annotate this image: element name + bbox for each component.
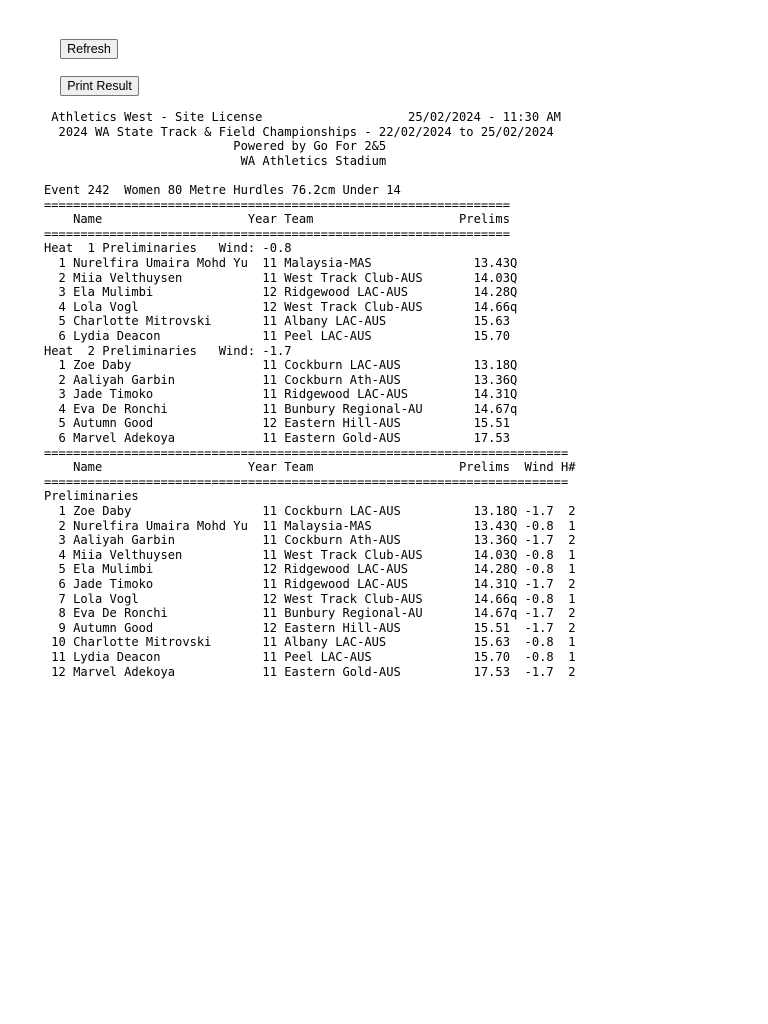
results-line: 9 Autumn Good 12 Eastern Hill-AUS 15.51 -1.7 2: [44, 620, 576, 635]
results-line: WA Athletics Stadium: [44, 153, 387, 168]
results-line: 5 Ela Mulimbi 12 Ridgewood LAC-AUS 14.28Q -0.8 1: [44, 562, 576, 577]
results-line: 3 Ela Mulimbi 12 Ridgewood LAC-AUS 14.28Q: [44, 285, 518, 300]
results-line: 11 Lydia Deacon 11 Peel LAC-AUS 15.70 -0.8 1: [44, 649, 576, 664]
results-line: ================================================================: [44, 226, 510, 241]
results-line: Name Year Team Prelims: [44, 212, 510, 227]
results-line: 4 Miia Velthuysen 11 West Track Club-AUS 14.03Q -0.8 1: [44, 547, 576, 562]
results-line: 7 Lola Vogl 12 West Track Club-AUS 14.66q -0.8 1: [44, 591, 576, 606]
results-line: ========================================================================: [44, 474, 569, 489]
results-line: 2024 WA State Track & Field Championships - 22/02/2024 to 25/02/2024: [44, 124, 554, 139]
results-line: Event 242 Women 80 Metre Hurdles 76.2cm Under 14: [44, 182, 401, 197]
results-line: 5 Autumn Good 12 Eastern Hill-AUS 15.51: [44, 416, 510, 431]
print-result-button[interactable]: Print Result: [60, 76, 139, 96]
results-text: [44, 110, 576, 679]
results-line: 1 Nurelfira Umaira Mohd Yu 11 Malaysia-MAS 13.43Q: [44, 255, 518, 270]
results-line: 6 Lydia Deacon 11 Peel LAC-AUS 15.70: [44, 328, 510, 343]
results-line: 1 Zoe Daby 11 Cockburn LAC-AUS 13.18Q: [44, 358, 518, 373]
results-line: Heat 1 Preliminaries Wind: -0.8: [44, 241, 292, 256]
results-line: Heat 2 Preliminaries Wind: -1.7: [44, 343, 292, 358]
results-line: 5 Charlotte Mitrovski 11 Albany LAC-AUS 15.63: [44, 314, 510, 329]
results-line: 10 Charlotte Mitrovski 11 Albany LAC-AUS 15.63 -0.8 1: [44, 635, 576, 650]
refresh-button[interactable]: Refresh: [60, 39, 118, 59]
results-line: 4 Lola Vogl 12 West Track Club-AUS 14.66q: [44, 299, 518, 314]
results-line: Athletics West - Site License 25/02/2024 - 11:30 AM: [44, 110, 561, 124]
results-line: 1 Zoe Daby 11 Cockburn LAC-AUS 13.18Q -1.7 2: [44, 504, 576, 519]
results-line: 6 Marvel Adekoya 11 Eastern Gold-AUS 17.53: [44, 431, 510, 446]
results-line: 6 Jade Timoko 11 Ridgewood LAC-AUS 14.31Q -1.7 2: [44, 577, 576, 591]
results-line: ================================================================: [44, 197, 510, 212]
results-line: 3 Aaliyah Garbin 11 Cockburn Ath-AUS 13.36Q -1.7 2: [44, 533, 576, 548]
results-line: Name Year Team Prelims Wind H#: [44, 460, 576, 475]
results-line: 12 Marvel Adekoya 11 Eastern Gold-AUS 17.53 -1.7 2: [44, 664, 576, 679]
results-line: ========================================================================: [44, 445, 569, 460]
results-line: 8 Eva De Ronchi 11 Bunbury Regional-AU 14.67q -1.7 2: [44, 606, 576, 621]
results-line: [44, 168, 576, 183]
results-line: 4 Eva De Ronchi 11 Bunbury Regional-AU 14.67q: [44, 401, 518, 416]
results-line: 2 Nurelfira Umaira Mohd Yu 11 Malaysia-MAS 13.43Q -0.8 1: [44, 518, 576, 533]
results-line: Preliminaries: [44, 489, 139, 504]
results-line: 2 Miia Velthuysen 11 West Track Club-AUS 14.03Q: [44, 270, 518, 285]
results-line: 2 Aaliyah Garbin 11 Cockburn Ath-AUS 13.36Q: [44, 372, 518, 387]
results-line: Powered by Go For 2&5: [44, 139, 387, 154]
results-line: 3 Jade Timoko 11 Ridgewood LAC-AUS 14.31Q: [44, 387, 518, 402]
